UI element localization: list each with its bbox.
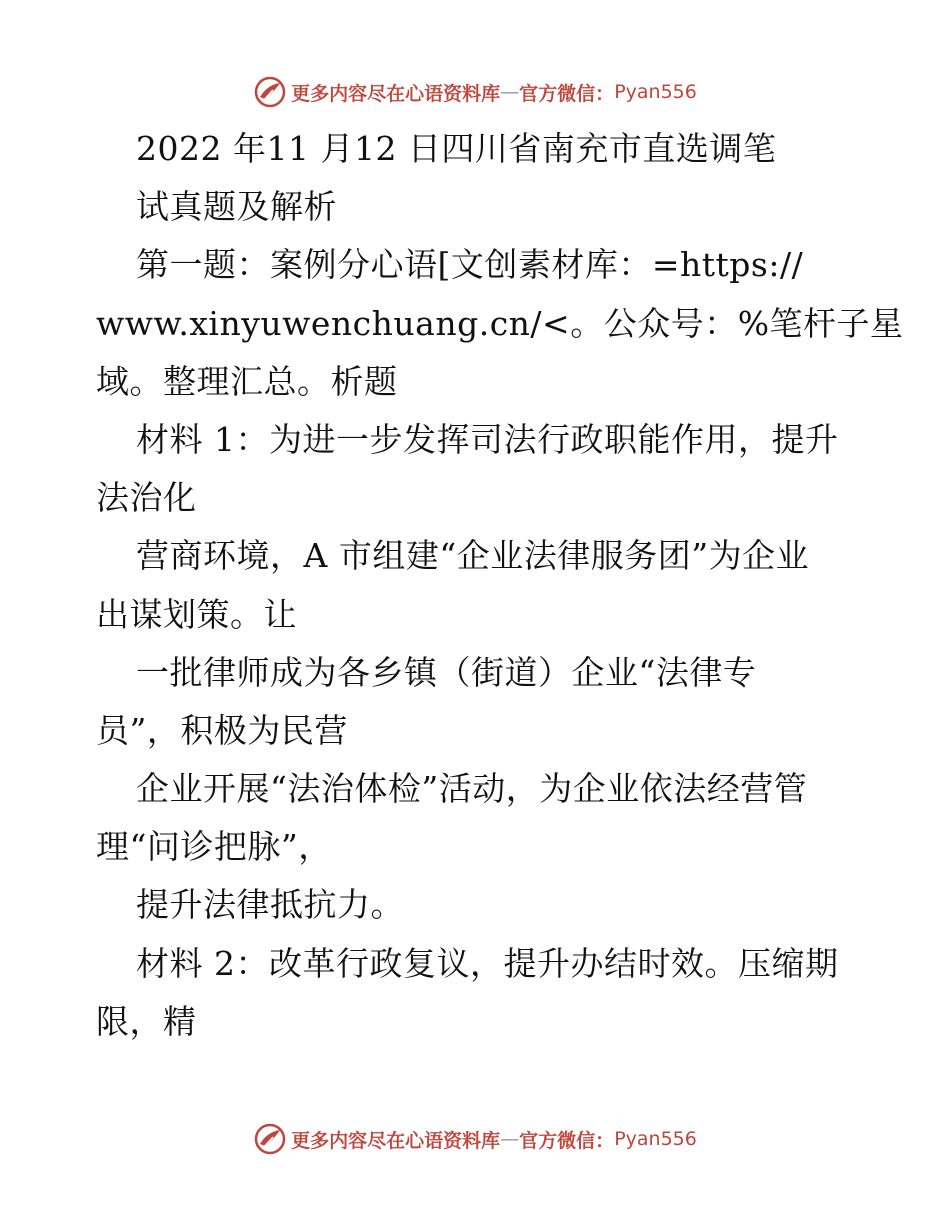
paragraph-line: 法治化: [96, 478, 197, 518]
banner-title: 更多内容尽在心语资料库: [291, 1129, 501, 1152]
paragraph-line: 营商环境，A 市组建“企业法律服务团”为企业: [136, 536, 810, 576]
header-banner: [0, 72, 950, 112]
banner-separator: —: [500, 81, 520, 103]
banner-separator: —: [500, 1128, 520, 1150]
title-line-2: 试真题及解析: [136, 187, 337, 227]
logo-icon: [253, 75, 287, 109]
banner-contact-label: 官方微信：: [519, 82, 615, 105]
title-line-1: 2022 年11 月12 日四川省南充市直选调笔: [136, 129, 777, 168]
paragraph-line: 企业开展“法治体检”活动，为企业依法经营管: [136, 769, 808, 809]
banner-contact-id: Pyan556: [614, 1128, 697, 1150]
paragraph-line: 出谋划策。让: [96, 594, 297, 634]
paragraph-line: 理“问诊把脉”，: [96, 827, 332, 867]
banner-contact-label: 官方微信：: [519, 1129, 615, 1152]
document-body: [96, 120, 904, 1051]
paragraph-line: 材料 1：为进一步发挥司法行政职能作用，提升: [136, 419, 839, 459]
paragraph-line: 一批律师成为各乡镇（街道）企业“法律专: [136, 652, 757, 692]
paragraph-line: 域。整理汇总。析题: [96, 361, 398, 401]
paragraph-line: 材料 2：改革行政复议，提升办结时效。压缩期: [136, 943, 839, 983]
banner-title: 更多内容尽在心语资料库: [291, 82, 501, 105]
footer-banner: [0, 1119, 950, 1159]
paragraph-line: 第一题：案例分心语[文创素材库：=https://: [136, 245, 804, 285]
paragraph-line: 员”，积极为民营: [96, 710, 348, 750]
paragraph-line: www.xinyuwenchuang.cn/<。公众号：%笔杆子星: [96, 303, 904, 343]
logo-icon: [253, 1122, 287, 1156]
paragraph-line: 提升法律抵抗力。: [136, 885, 404, 925]
paragraph-line: 限，精: [96, 1001, 197, 1041]
banner-contact-id: Pyan556: [614, 81, 697, 103]
